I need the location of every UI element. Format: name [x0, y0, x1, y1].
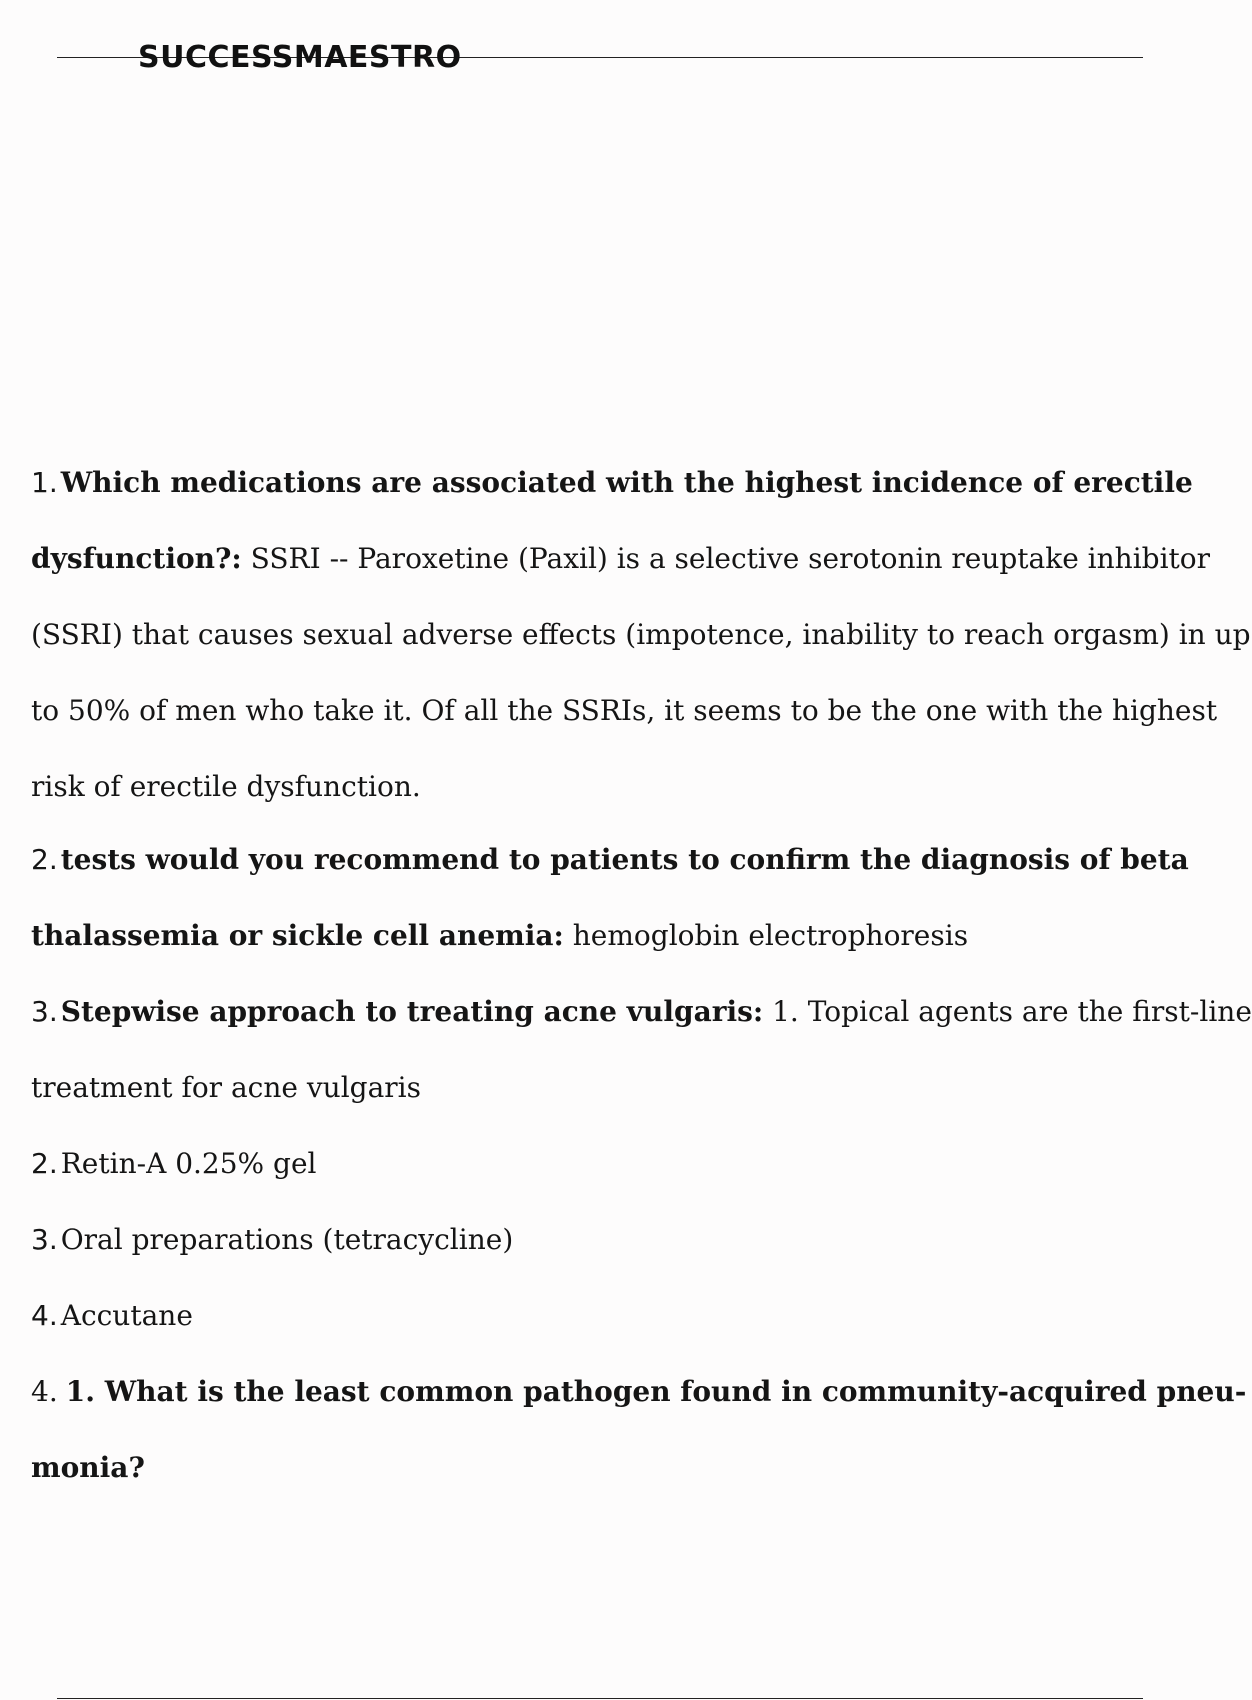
answer-text: treatment for acne vulgaris [31, 1071, 421, 1104]
list-item [31, 1278, 1196, 1354]
question-text: Which medications are associated with the highest incidence of erectile [60, 466, 1193, 499]
header-brand: SUCCESSMAESTRO [138, 40, 462, 75]
question-item [31, 822, 1196, 974]
footer-rule [57, 1698, 1143, 1699]
item-number: 1. [31, 466, 58, 499]
answer-text: Retin-A 0.25% gel [60, 1147, 317, 1180]
item-number: 3. [31, 995, 58, 1028]
text-line [31, 673, 1218, 749]
text-line [31, 1126, 1196, 1202]
list-item [31, 1126, 1196, 1202]
text-line [31, 898, 1196, 974]
answer-text: Accutane [60, 1299, 193, 1332]
text-line [31, 974, 1252, 1050]
text-line [31, 1202, 1196, 1278]
answer-text: 1. Topical agents are the first-line [763, 995, 1252, 1028]
item-number: 2. [31, 1147, 58, 1180]
text-line [31, 822, 1196, 898]
item-number: 4. [31, 1375, 58, 1408]
text-line [31, 445, 1196, 521]
question-text: dysfunction?: [31, 542, 242, 575]
text-line [31, 749, 1196, 825]
question-text: thalassemia or sickle cell anemia: [31, 919, 564, 952]
question-text: monia? [31, 1451, 145, 1484]
question-text: 1. What is the least common pathogen found in community-acquired pneu- [65, 1375, 1247, 1408]
question-item [31, 445, 1251, 825]
question-item [31, 974, 1252, 1126]
answer-text: risk of erectile dysfunction. [31, 770, 421, 803]
answer-text: (SSRI) that causes sexual adverse effects (impotence, inability to reach orgasm) in up [31, 618, 1251, 651]
answer-text: hemoglobin electrophoresis [563, 919, 969, 952]
item-number: 4. [31, 1299, 58, 1332]
text-line [31, 1278, 1196, 1354]
text-line [31, 597, 1251, 673]
answer-text: SSRI -- Paroxetine (Paxil) is a selective serotonin reuptake inhibitor [241, 542, 1211, 575]
item-number: 2. [31, 843, 58, 876]
text-line [31, 1430, 1196, 1506]
answer-text: to 50% of men who take it. Of all the SSRIs, it seems to be the one with the highest [31, 694, 1218, 727]
question-item [31, 1354, 1247, 1506]
answer-text: Oral preparations (tetracycline) [60, 1223, 514, 1256]
list-item [31, 1202, 1196, 1278]
question-text: Stepwise approach to treating acne vulgaris: [60, 995, 764, 1028]
item-number: 3. [31, 1223, 58, 1256]
question-text: tests would you recommend to patients to confirm the diagnosis of beta [60, 843, 1189, 876]
text-line [31, 1354, 1247, 1430]
text-line [31, 1050, 1196, 1126]
text-line [31, 521, 1211, 597]
